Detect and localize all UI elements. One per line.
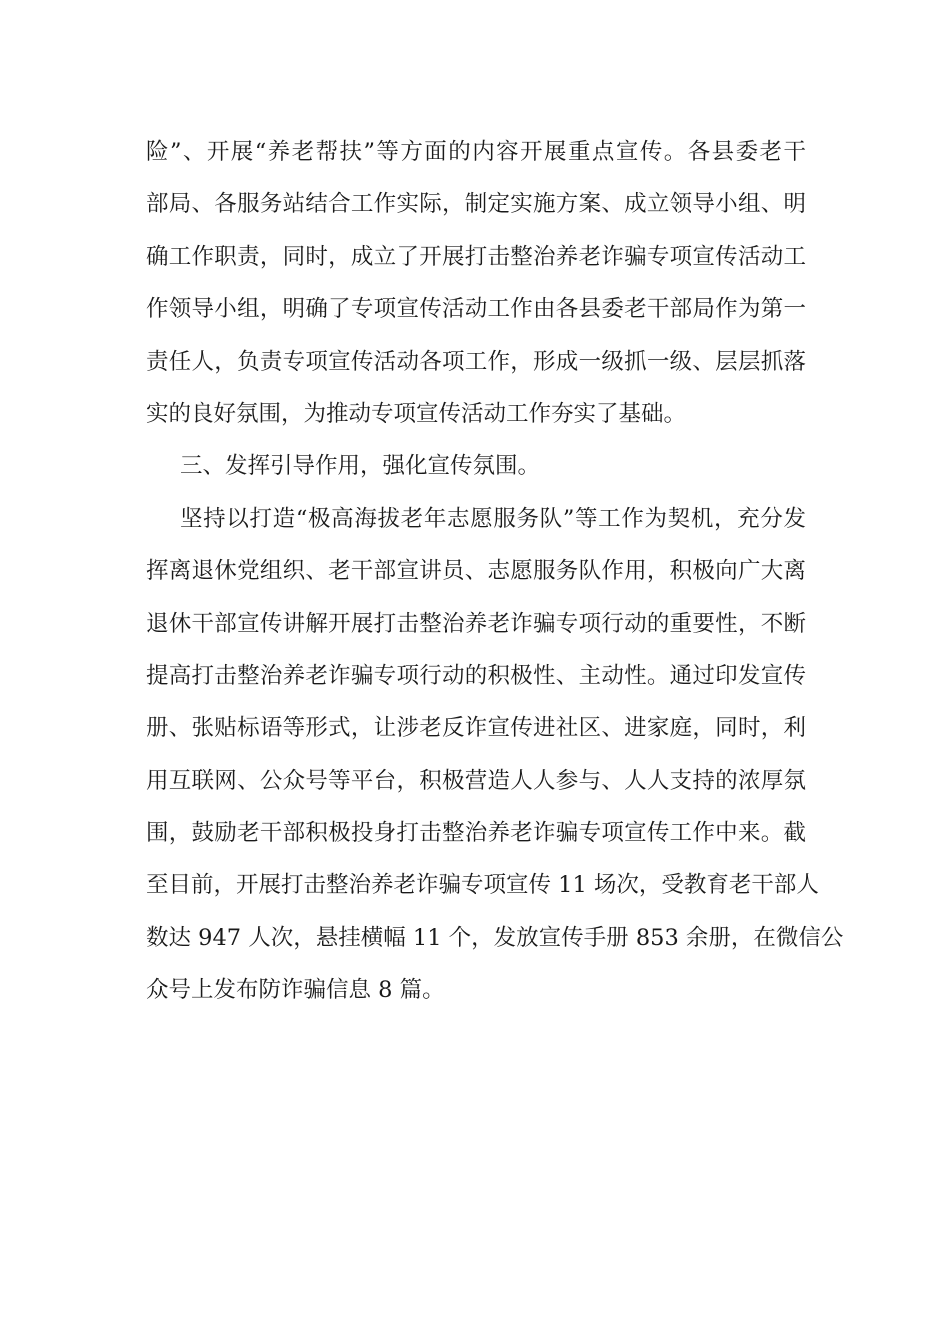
paragraph-3-line-4: 提高打击整治养老诈骗专项行动的积极性、主动性。通过印发宣传 [146,662,806,689]
paragraph-3-line-9: 数达 947 人次，悬挂横幅 11 个，发放宣传手册 853 余册，在微信公 [146,924,844,951]
document-body [146,126,844,1017]
paragraph-3-line-7: 围，鼓励老干部积极投身打击整治养老诈骗专项宣传工作中来。截 [146,820,806,847]
paragraph-3-line-2: 挥离退休党组织、老干部宣讲员、志愿服务队作用，积极向广大离 [146,558,806,585]
paragraph-3-line-5: 册、张贴标语等形式，让涉老反诈宣传进社区、进家庭，同时，利 [146,715,806,742]
paragraph-3-line-8: 至目前，开展打击整治养老诈骗专项宣传 11 场次，受教育老干部人 [146,872,819,899]
paragraph-1-line-4: 作领导小组，明确了专项宣传活动工作由各县委老干部局作为第一 [146,296,806,323]
paragraph-1-line-3: 确工作职责，同时，成立了开展打击整治养老诈骗专项宣传活动工 [146,243,806,270]
paragraph-3-line-6: 用互联网、公众号等平台，积极营造人人参与、人人支持的浓厚氛 [146,767,806,794]
paragraph-3-line-1: 坚持以打造“极高海拔老年志愿服务队”等工作为契机，充分发 [180,505,806,532]
paragraph-1-line-1: 险”、开展“养老帮扶”等方面的内容开展重点宣传。各县委老干 [146,139,806,165]
paragraph-3-line-10: 众号上发布防诈骗信息 8 篇。 [146,977,445,1004]
section-heading-3: 三、发挥引导作用，强化宣传氛围。 [180,453,541,480]
paragraph-1-line-2: 部局、各服务站结合工作实际，制定实施方案、成立领导小组、明 [146,191,806,218]
paragraph-1-line-6: 实的良好氛围，为推动专项宣传活动工作夯实了基础。 [146,400,687,427]
paragraph-3-line-3: 退休干部宣传讲解开展打击整治养老诈骗专项行动的重要性，不断 [146,610,806,637]
paragraph-1-line-5: 责任人，负责专项宣传活动各项工作，形成一级抓一级、层层抓落 [146,348,806,375]
